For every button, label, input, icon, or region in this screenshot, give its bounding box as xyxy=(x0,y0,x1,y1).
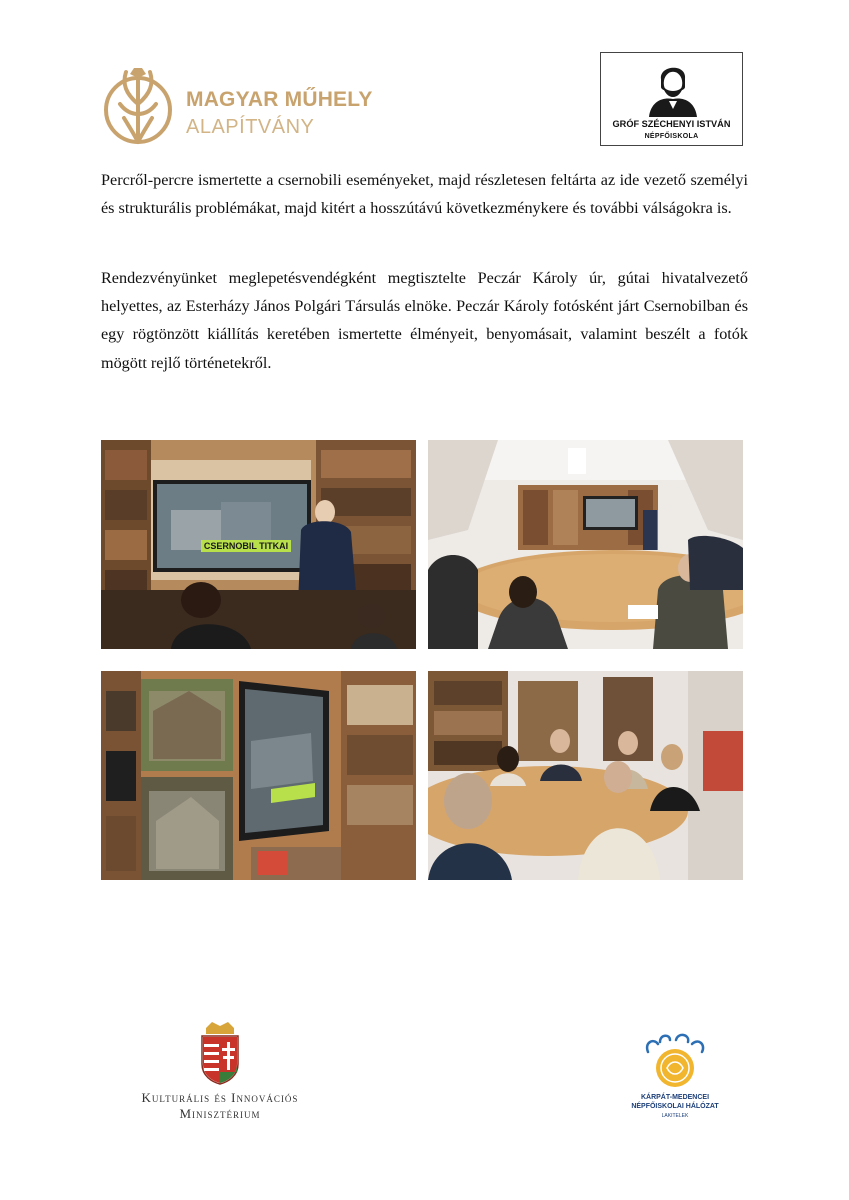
right-logo-subtitle: NÉPFŐISKOLA xyxy=(644,133,699,140)
paragraph-2: Rendezvényünket meglepetésvendégként megtisztelte Peczár Károly úr, gútai hivatalvezető helyettes, az Esterházy János Polgári Társulás elnöke. Peczár Károly fotósként járt Csernobilban és egy rögtönzött kiállítás keretében ismertette élményeit, benyomásait, valamint beszélt a fotók mögött rejlő történetekről. xyxy=(101,269,748,372)
deer-emblem-icon xyxy=(100,64,176,152)
left-logo-title: MAGYAR MŰHELY xyxy=(186,88,373,111)
szechenyi-portrait-icon xyxy=(645,57,701,117)
magyar-muhely-logo xyxy=(100,64,390,156)
szechenyi-nepfoiskola-logo xyxy=(600,52,743,146)
left-logo-subtitle: ALAPÍTVÁNY xyxy=(186,116,315,138)
right-logo-title: GRÓF SZÉCHENYI ISTVÁN xyxy=(612,119,731,129)
photo-presenter-screen xyxy=(101,440,416,649)
network-location: LAKITELEK xyxy=(661,1113,689,1119)
screen-caption-text: CSERNOBIL TITKAI xyxy=(203,541,289,551)
ministry-logo xyxy=(120,1020,320,1130)
photo-exhibition xyxy=(101,671,416,880)
karpat-medencei-network-logo xyxy=(620,1032,730,1122)
ministry-name-line2: Minisztérium xyxy=(179,1106,261,1121)
photo-audience xyxy=(428,671,743,880)
network-name-line1: KÁRPÁT-MEDENCEI xyxy=(640,1094,710,1101)
photo-round-table xyxy=(428,440,743,649)
network-name-line2: NÉPFŐISKOLAI HÁLÓZAT xyxy=(631,1103,719,1110)
network-emblem-icon xyxy=(640,1032,710,1092)
paragraph-1: Percről-percre ismertette a csernobili eseményeket, majd részletesen feltárta az ide vezető személyi és strukturális problémákat, majd kitért a hosszútávú következménykere és további válságokra is. xyxy=(101,171,748,218)
hungarian-coat-of-arms-icon xyxy=(198,1020,242,1086)
ministry-name-line1: Kulturális és Innovációs xyxy=(141,1090,299,1105)
